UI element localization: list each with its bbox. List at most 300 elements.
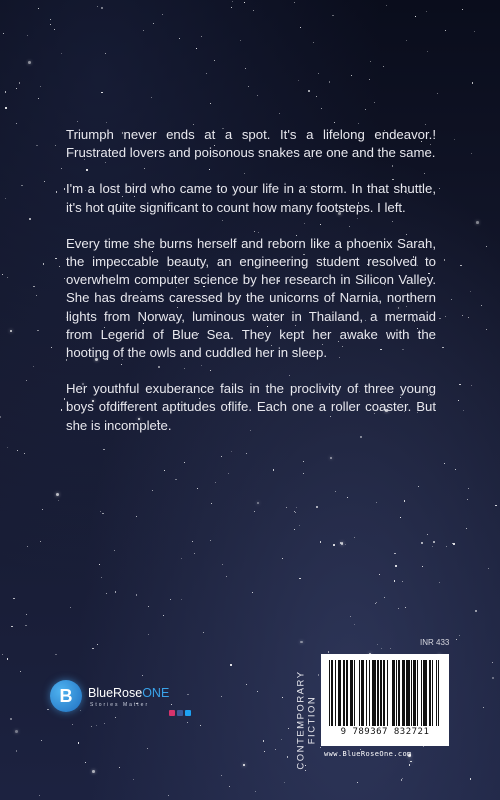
- star: [332, 15, 333, 16]
- star: [335, 491, 336, 492]
- star: [439, 188, 440, 189]
- star: [229, 786, 230, 787]
- star: [232, 1, 233, 2]
- star: [296, 507, 297, 508]
- star: [279, 113, 280, 114]
- star: [7, 277, 8, 278]
- star: [36, 145, 37, 146]
- star: [80, 710, 81, 711]
- star: [15, 730, 18, 733]
- star: [72, 724, 73, 725]
- star: [77, 121, 78, 122]
- star: [96, 725, 97, 726]
- star: [404, 500, 405, 501]
- star: [43, 263, 44, 264]
- star: [10, 718, 11, 719]
- star: [383, 66, 384, 67]
- star: [33, 366, 34, 367]
- star: [248, 86, 249, 87]
- star: [197, 488, 198, 489]
- star: [164, 470, 165, 471]
- star: [418, 486, 419, 487]
- star: [427, 51, 428, 52]
- star: [40, 541, 41, 542]
- star: [24, 453, 25, 454]
- star: [253, 10, 254, 11]
- genre-line-1: CONTEMPORARY: [296, 670, 307, 770]
- star: [459, 384, 460, 385]
- star: [7, 447, 8, 448]
- isbn-number: 9 789367 832721: [340, 727, 430, 737]
- star: [451, 299, 452, 300]
- star: [36, 295, 37, 296]
- star: [143, 30, 144, 31]
- star: [55, 654, 56, 655]
- star: [303, 473, 304, 474]
- star: [409, 764, 410, 765]
- star: [27, 546, 28, 547]
- blurb-paragraph-3: Every time she burns herself and reborn like a phoenix Sarah, the impeccable beauty, an engineering student resolved to overwhelm computer science by her research in Silicon Valley. She has dreams caressed by the unicorns of Narnia, northern lights from Norway, luminous water in Thailand, a mermaid from Legerid of Blue Sea. They kept her awake with the hooting of the owls and cuddled her in sleep.: [66, 235, 436, 361]
- star: [211, 503, 212, 504]
- star: [58, 500, 59, 501]
- star: [433, 541, 434, 542]
- star: [136, 594, 137, 595]
- star: [445, 316, 446, 317]
- star: [11, 626, 12, 627]
- star: [294, 2, 295, 3]
- star: [133, 779, 134, 780]
- star: [333, 544, 334, 545]
- star: [187, 694, 188, 695]
- barcode-bars: [329, 660, 441, 726]
- star: [351, 75, 352, 76]
- star: [377, 644, 378, 645]
- star: [5, 107, 6, 108]
- star: [252, 592, 253, 593]
- star: [92, 648, 93, 649]
- star: [300, 27, 301, 28]
- star: [347, 497, 348, 498]
- publisher-name: [88, 686, 169, 700]
- star: [286, 507, 287, 508]
- star: [102, 513, 103, 514]
- star: [288, 728, 289, 729]
- star: [354, 537, 355, 538]
- star: [423, 746, 424, 747]
- logo-letter: B: [59, 685, 73, 706]
- star: [41, 740, 42, 741]
- star: [171, 704, 172, 705]
- star: [196, 48, 197, 49]
- star: [184, 462, 185, 463]
- star: [394, 580, 395, 581]
- star: [365, 109, 366, 110]
- star: [462, 9, 463, 10]
- star: [370, 61, 371, 62]
- star: [384, 597, 385, 598]
- star: [16, 750, 17, 751]
- star: [425, 124, 426, 125]
- blurb-paragraph-2: I'm a lost bird who came to your life in a storm. In that shuttle, it's hot quite significant to count how many footsteps. I left.: [66, 181, 436, 215]
- star: [445, 30, 446, 31]
- star: [181, 599, 182, 600]
- star: [206, 73, 207, 74]
- star: [38, 8, 39, 9]
- star: [42, 509, 43, 510]
- star: [221, 775, 222, 776]
- star: [273, 469, 274, 470]
- star: [119, 767, 120, 768]
- star: [320, 747, 321, 748]
- star: [275, 749, 276, 750]
- star: [50, 24, 51, 25]
- star: [467, 499, 468, 500]
- star: [13, 598, 14, 599]
- star: [468, 488, 469, 489]
- publisher-name-main: BlueRose: [88, 686, 143, 700]
- star: [194, 553, 195, 554]
- star: [432, 546, 433, 547]
- star: [25, 625, 26, 626]
- star: [214, 60, 215, 61]
- star: [458, 400, 459, 401]
- star: [468, 317, 469, 318]
- star: [287, 756, 288, 757]
- star: [148, 606, 149, 607]
- star: [33, 286, 34, 287]
- star: [105, 53, 106, 54]
- star: [56, 493, 59, 496]
- star: [100, 511, 101, 512]
- star: [375, 603, 376, 604]
- star: [16, 88, 17, 89]
- star: [187, 722, 188, 723]
- star: [452, 543, 453, 544]
- star: [7, 658, 8, 659]
- star: [228, 473, 229, 474]
- star: [483, 707, 484, 708]
- publisher-tagline: Stories Matter: [90, 702, 150, 708]
- star: [226, 576, 227, 577]
- star: [203, 632, 204, 633]
- star: [405, 607, 406, 608]
- star: [350, 616, 351, 617]
- star: [55, 258, 56, 259]
- star: [488, 568, 489, 569]
- back-cover-blurb: [66, 126, 436, 453]
- star: [474, 31, 475, 32]
- twitter-icon: [185, 710, 191, 716]
- star: [85, 762, 86, 763]
- star: [358, 123, 359, 124]
- star: [255, 791, 256, 792]
- star: [230, 664, 231, 665]
- star: [369, 79, 370, 80]
- star: [308, 90, 309, 91]
- star: [410, 761, 412, 763]
- star: [101, 92, 102, 93]
- star: [101, 7, 102, 8]
- star: [54, 29, 55, 30]
- star: [231, 7, 232, 8]
- star: [329, 81, 330, 82]
- star: [492, 677, 493, 678]
- star: [142, 675, 143, 676]
- star: [61, 168, 62, 169]
- star: [26, 614, 27, 615]
- genre-label: [296, 660, 318, 780]
- star: [466, 528, 467, 529]
- star: [215, 482, 216, 483]
- star: [0, 416, 1, 417]
- star: [426, 11, 427, 12]
- star: [318, 674, 319, 675]
- star: [282, 697, 283, 698]
- star: [162, 14, 163, 15]
- star: [136, 516, 137, 517]
- star: [402, 581, 403, 582]
- star: [401, 779, 402, 780]
- star: [439, 582, 440, 583]
- star: [257, 95, 258, 96]
- star: [470, 778, 471, 779]
- star: [294, 511, 295, 512]
- star: [345, 544, 346, 545]
- star: [320, 541, 321, 542]
- star: [357, 782, 358, 783]
- star: [281, 739, 282, 740]
- star: [114, 550, 115, 551]
- bluerose-logo-icon: [50, 680, 82, 712]
- star: [439, 318, 440, 319]
- star: [10, 330, 12, 332]
- star: [298, 80, 299, 81]
- star: [2, 274, 3, 275]
- blurb-paragraph-4: Her youthful exuberance fails in the proclivity of three young boys ofdifferent aptitudes oflife. Each one a roller coaster. But she is incomplete.: [66, 381, 436, 433]
- star: [3, 33, 4, 34]
- star: [316, 506, 317, 507]
- star: [460, 265, 461, 266]
- star: [263, 740, 264, 741]
- star: [243, 764, 245, 766]
- star: [453, 543, 454, 544]
- star: [316, 96, 317, 97]
- star: [379, 574, 380, 575]
- star: [444, 259, 445, 260]
- star: [462, 315, 463, 316]
- star: [21, 185, 22, 186]
- barcode-bar: [439, 660, 440, 726]
- star: [29, 218, 30, 219]
- social-icons: [169, 710, 191, 716]
- star: [20, 671, 21, 672]
- genre-line-2: FICTION: [307, 695, 318, 745]
- star: [61, 409, 62, 410]
- star: [295, 512, 296, 513]
- star: [152, 490, 153, 491]
- star: [463, 410, 464, 411]
- star: [299, 578, 300, 579]
- star: [446, 546, 447, 547]
- star: [17, 450, 18, 451]
- star: [313, 42, 314, 43]
- star: [257, 691, 258, 692]
- star: [374, 102, 375, 103]
- star: [390, 648, 391, 649]
- star: [394, 553, 395, 554]
- star: [376, 502, 377, 503]
- facebook-icon: [177, 710, 183, 716]
- star: [459, 635, 460, 636]
- star: [59, 266, 60, 267]
- star: [92, 770, 95, 773]
- star: [97, 644, 98, 645]
- star: [47, 709, 48, 710]
- star: [153, 23, 154, 24]
- star: [334, 122, 335, 123]
- star: [492, 662, 493, 663]
- star: [318, 73, 319, 74]
- star: [99, 564, 100, 565]
- star: [44, 181, 45, 182]
- star: [240, 40, 241, 41]
- star: [26, 380, 27, 381]
- star: [472, 82, 473, 83]
- star: [341, 542, 344, 545]
- star: [354, 624, 355, 625]
- star: [210, 540, 211, 541]
- star: [481, 305, 482, 306]
- star: [148, 634, 149, 635]
- star: [486, 329, 487, 330]
- star: [97, 6, 98, 7]
- star: [442, 347, 443, 348]
- star: [5, 91, 6, 92]
- star: [56, 191, 57, 192]
- star: [16, 123, 17, 124]
- star: [427, 534, 428, 535]
- star: [321, 108, 322, 109]
- star: [299, 525, 300, 526]
- star: [471, 153, 472, 154]
- star: [400, 517, 401, 518]
- star: [181, 558, 182, 559]
- star: [406, 40, 407, 41]
- star: [151, 97, 152, 98]
- publisher-name-accent: ONE: [142, 686, 170, 700]
- star: [455, 469, 456, 470]
- star: [221, 456, 222, 457]
- star: [2, 654, 3, 655]
- star: [257, 502, 259, 504]
- star: [328, 651, 329, 652]
- star: [147, 748, 148, 749]
- star: [300, 641, 303, 644]
- star: [51, 347, 52, 348]
- star: [5, 198, 6, 199]
- star: [456, 639, 457, 640]
- star: [192, 541, 193, 542]
- blurb-paragraph-1: Triumph never ends at a spot. It's a lifelong endeavor.! Frustrated lovers and poisonous snakes are one and the same.: [66, 127, 436, 161]
- star: [210, 103, 211, 104]
- price-label: INR 433: [420, 638, 450, 647]
- star: [115, 717, 116, 718]
- instagram-icon: [169, 710, 175, 716]
- star: [475, 610, 476, 611]
- star: [168, 795, 169, 796]
- star: [222, 564, 223, 565]
- star: [284, 782, 285, 783]
- star: [175, 479, 176, 480]
- star: [402, 778, 403, 779]
- star: [40, 86, 41, 87]
- star: [64, 278, 65, 279]
- star: [38, 98, 39, 99]
- star: [303, 461, 304, 462]
- star: [395, 565, 396, 566]
- star: [78, 742, 79, 743]
- star: [221, 696, 222, 697]
- star: [61, 53, 62, 54]
- star: [64, 398, 65, 399]
- star: [91, 726, 92, 727]
- star: [27, 35, 28, 36]
- star: [55, 145, 56, 146]
- star: [476, 221, 479, 224]
- star: [200, 725, 201, 726]
- star: [170, 599, 171, 600]
- star: [246, 453, 247, 454]
- star: [254, 511, 255, 512]
- star: [50, 19, 51, 20]
- star: [282, 558, 283, 559]
- star: [104, 723, 105, 724]
- star: [376, 602, 377, 603]
- star: [70, 607, 71, 608]
- star: [470, 291, 471, 292]
- star: [37, 330, 38, 331]
- star: [264, 751, 265, 752]
- star: [422, 566, 423, 567]
- star: [64, 188, 65, 189]
- star: [486, 246, 487, 247]
- star: [471, 385, 472, 386]
- star: [201, 36, 202, 37]
- star: [28, 61, 31, 64]
- star: [19, 82, 20, 83]
- star: [179, 38, 180, 39]
- publisher-website: www.BlueRoseOne.com: [324, 750, 412, 758]
- star: [294, 529, 295, 530]
- star: [454, 139, 455, 140]
- star: [330, 457, 333, 460]
- isbn-barcode: [321, 654, 449, 746]
- star: [106, 122, 107, 123]
- star: [101, 577, 102, 578]
- star: [386, 5, 387, 6]
- star: [246, 684, 247, 685]
- genre-text: [296, 670, 318, 769]
- star: [163, 615, 164, 616]
- star: [421, 542, 422, 543]
- star: [444, 463, 445, 464]
- star: [415, 16, 416, 17]
- star: [495, 505, 496, 506]
- star: [437, 93, 438, 94]
- star: [115, 591, 116, 592]
- star: [398, 608, 399, 609]
- star: [381, 648, 382, 649]
